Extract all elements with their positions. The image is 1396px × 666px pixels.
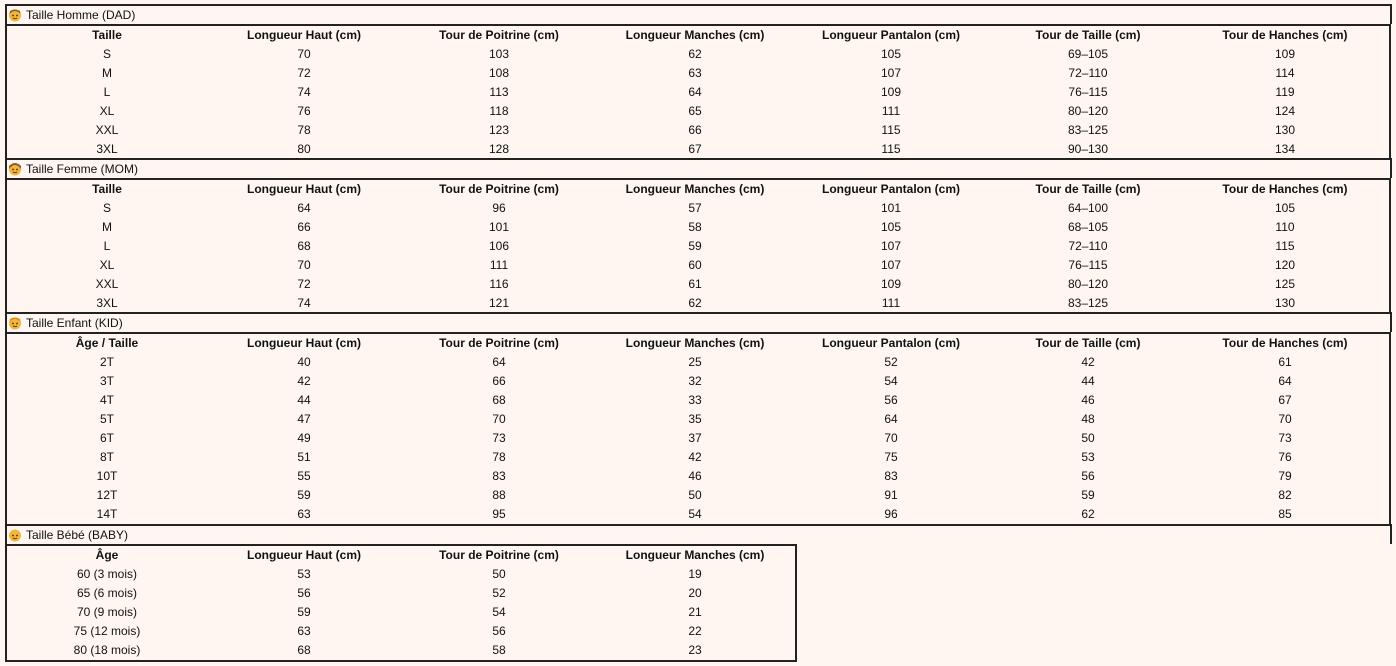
measurement-cell: 46 — [1081, 393, 1095, 407]
measurement-cell: 62 — [688, 47, 702, 61]
measurement-cell: 113 — [489, 85, 509, 99]
measurement-cell: 78 — [492, 450, 506, 464]
column-header: Longueur Haut (cm) — [247, 182, 361, 196]
measurement-cell: 56 — [297, 586, 311, 600]
measurement-cell: 130 — [1274, 296, 1296, 310]
measurement-cell: 134 — [1274, 142, 1296, 156]
measurement-cell: 63 — [688, 66, 702, 80]
measurement-cell: 80 — [297, 142, 311, 156]
size-section — [5, 312, 1392, 526]
measurement-cell: 22 — [688, 624, 702, 638]
measurement-cell: 88 — [492, 488, 506, 502]
table-row — [7, 121, 1389, 140]
table-row — [7, 64, 1389, 83]
measurement-cell: 105 — [880, 220, 902, 234]
table-row — [7, 102, 1389, 121]
measurement-cell: 72 — [297, 66, 311, 80]
measurement-cell: 115 — [1275, 239, 1295, 253]
measurement-cell: 70 — [884, 431, 898, 445]
measurement-cell: 96 — [492, 201, 506, 215]
measurement-cell: 74 — [297, 85, 311, 99]
column-header: Âge / Taille — [75, 336, 139, 350]
table-row — [7, 275, 1389, 294]
baby-emoji-icon — [8, 528, 22, 542]
size-label-cell: M — [102, 220, 112, 234]
measurement-cell: 91 — [884, 488, 898, 502]
measurement-cell: 128 — [488, 142, 510, 156]
measurement-cell: 121 — [488, 296, 510, 310]
measurement-cell: 35 — [688, 412, 702, 426]
measurement-cell: 67 — [1278, 393, 1292, 407]
measurement-cell: 49 — [297, 431, 311, 445]
section-title-text: Taille Homme (DAD) — [26, 8, 136, 22]
measurement-cell: 115 — [881, 123, 901, 137]
measurement-cell: 53 — [297, 567, 311, 581]
table-row — [7, 429, 1389, 448]
measurement-cell: 72–110 — [1068, 239, 1108, 253]
section-title — [5, 312, 1392, 332]
woman-emoji-icon — [8, 162, 22, 176]
measurement-cell: 59 — [688, 239, 702, 253]
measurement-cell: 83–125 — [1067, 123, 1109, 137]
table-header-row — [7, 180, 1389, 199]
measurement-cell: 58 — [492, 643, 506, 657]
measurement-cell: 67 — [688, 142, 702, 156]
measurement-cell: 63 — [297, 624, 311, 638]
measurement-cell: 56 — [492, 624, 506, 638]
table-header-row — [7, 26, 1389, 45]
measurement-cell: 66 — [492, 374, 506, 388]
measurement-cell: 60 — [688, 258, 702, 272]
measurement-cell: 111 — [881, 296, 901, 310]
measurement-cell: 106 — [488, 239, 510, 253]
measurement-cell: 25 — [688, 355, 702, 369]
table-row — [7, 603, 795, 622]
measurement-cell: 101 — [488, 220, 510, 234]
measurement-cell: 42 — [688, 450, 702, 464]
measurement-cell: 85 — [1278, 507, 1292, 521]
column-header: Tour de Taille (cm) — [1035, 182, 1141, 196]
measurement-cell: 114 — [1275, 66, 1295, 80]
size-label-cell: 65 (6 mois) — [76, 586, 138, 600]
measurement-cell: 78 — [297, 123, 311, 137]
size-label-cell: 4T — [99, 393, 114, 407]
measurement-cell: 68 — [492, 393, 506, 407]
measurement-cell: 20 — [688, 586, 702, 600]
measurement-cell: 119 — [1275, 85, 1295, 99]
column-header: Tour de Poitrine (cm) — [439, 182, 559, 196]
table-row — [7, 467, 1389, 486]
measurement-cell: 55 — [297, 469, 311, 483]
size-table — [5, 24, 1391, 161]
column-header: Tour de Taille (cm) — [1035, 336, 1141, 350]
measurement-cell: 50 — [492, 567, 506, 581]
measurement-cell: 62 — [688, 296, 702, 310]
column-header: Tour de Hanches (cm) — [1222, 336, 1348, 350]
size-table — [5, 178, 1391, 315]
measurement-cell: 64 — [1278, 374, 1292, 388]
column-header: Taille — [92, 182, 122, 196]
size-label-cell: 3T — [99, 374, 114, 388]
measurement-cell: 23 — [688, 643, 702, 657]
measurement-cell: 105 — [1274, 201, 1296, 215]
measurement-cell: 61 — [1278, 355, 1292, 369]
size-section — [5, 524, 1392, 662]
measurement-cell: 70 — [297, 47, 311, 61]
measurement-cell: 64 — [297, 201, 311, 215]
measurement-cell: 124 — [1274, 104, 1296, 118]
measurement-cell: 42 — [1081, 355, 1095, 369]
measurement-cell: 83 — [492, 469, 506, 483]
measurement-cell: 130 — [1274, 123, 1296, 137]
size-table — [5, 544, 797, 662]
measurement-cell: 96 — [884, 507, 898, 521]
column-header: Tour de Hanches (cm) — [1222, 28, 1348, 42]
section-title-text: Taille Bébé (BABY) — [26, 528, 129, 542]
measurement-cell: 95 — [492, 507, 506, 521]
measurement-cell: 116 — [489, 277, 509, 291]
measurement-cell: 56 — [884, 393, 898, 407]
size-label-cell: 70 (9 mois) — [76, 605, 138, 619]
measurement-cell: 58 — [688, 220, 702, 234]
measurement-cell: 64–100 — [1067, 201, 1109, 215]
measurement-cell: 44 — [297, 393, 311, 407]
measurement-cell: 75 — [884, 450, 898, 464]
measurement-cell: 48 — [1081, 412, 1095, 426]
measurement-cell: 103 — [488, 47, 510, 61]
table-row — [7, 294, 1389, 313]
table-row — [7, 372, 1389, 391]
column-header: Tour de Hanches (cm) — [1222, 182, 1348, 196]
measurement-cell: 50 — [1081, 431, 1095, 445]
size-label-cell: 14T — [96, 507, 118, 521]
table-row — [7, 486, 1389, 505]
size-label-cell: 60 (3 mois) — [76, 567, 138, 581]
measurement-cell: 83–125 — [1067, 296, 1109, 310]
measurement-cell: 54 — [688, 507, 702, 521]
table-header-row — [7, 546, 795, 565]
section-title-text: Taille Enfant (KID) — [26, 316, 123, 330]
measurement-cell: 80–120 — [1067, 277, 1109, 291]
section-title — [5, 158, 1392, 178]
column-header: Longueur Haut (cm) — [247, 336, 361, 350]
measurement-cell: 109 — [1274, 47, 1296, 61]
table-header-row — [7, 334, 1389, 353]
column-header: Tour de Taille (cm) — [1035, 28, 1141, 42]
section-title — [5, 524, 1392, 544]
measurement-cell: 76 — [1278, 450, 1292, 464]
size-label-cell: M — [102, 66, 112, 80]
measurement-cell: 51 — [297, 450, 311, 464]
size-label-cell: XL — [99, 104, 115, 118]
measurement-cell: 52 — [492, 586, 506, 600]
measurement-cell: 59 — [1081, 488, 1095, 502]
measurement-cell: 70 — [1278, 412, 1292, 426]
table-row — [7, 505, 1389, 524]
measurement-cell: 108 — [488, 66, 510, 80]
measurement-cell: 56 — [1081, 469, 1095, 483]
measurement-cell: 120 — [1274, 258, 1296, 272]
table-row — [7, 410, 1389, 429]
measurement-cell: 109 — [880, 85, 902, 99]
measurement-cell: 64 — [492, 355, 506, 369]
man-emoji-icon — [8, 8, 22, 22]
measurement-cell: 109 — [880, 277, 902, 291]
measurement-cell: 32 — [688, 374, 702, 388]
measurement-cell: 66 — [688, 123, 702, 137]
table-row — [7, 218, 1389, 237]
child-emoji-icon — [8, 316, 22, 330]
table-row — [7, 584, 795, 603]
measurement-cell: 79 — [1278, 469, 1292, 483]
column-header: Longueur Manches (cm) — [625, 336, 765, 350]
measurement-cell: 110 — [1275, 220, 1295, 234]
table-row — [7, 45, 1389, 64]
measurement-cell: 64 — [884, 412, 898, 426]
measurement-cell: 66 — [297, 220, 311, 234]
column-header: Taille — [92, 28, 122, 42]
measurement-cell: 70 — [492, 412, 506, 426]
measurement-cell: 69–105 — [1067, 47, 1109, 61]
measurement-cell: 40 — [297, 355, 311, 369]
column-header: Longueur Pantalon (cm) — [822, 28, 960, 42]
measurement-cell: 68 — [297, 239, 311, 253]
section-title-text: Taille Femme (MOM) — [26, 162, 139, 176]
measurement-cell: 68 — [297, 643, 311, 657]
measurement-cell: 115 — [881, 142, 901, 156]
column-header: Tour de Poitrine (cm) — [439, 336, 559, 350]
table-row — [7, 565, 795, 584]
size-table — [5, 332, 1391, 526]
measurement-cell: 70 — [297, 258, 311, 272]
measurement-cell: 59 — [297, 605, 311, 619]
size-label-cell: L — [103, 239, 111, 253]
table-row — [7, 391, 1389, 410]
measurement-cell: 90–130 — [1067, 142, 1109, 156]
column-header: Longueur Pantalon (cm) — [822, 182, 960, 196]
measurement-cell: 83 — [884, 469, 898, 483]
table-row — [7, 140, 1389, 159]
measurement-cell: 73 — [492, 431, 506, 445]
measurement-cell: 63 — [297, 507, 311, 521]
measurement-cell: 19 — [688, 567, 702, 581]
measurement-cell: 65 — [688, 104, 702, 118]
table-row — [7, 237, 1389, 256]
measurement-cell: 57 — [688, 201, 702, 215]
table-row — [7, 83, 1389, 102]
size-label-cell: XL — [99, 258, 115, 272]
measurement-cell: 42 — [297, 374, 311, 388]
measurement-cell: 50 — [688, 488, 702, 502]
size-label-cell: 6T — [99, 431, 114, 445]
measurement-cell: 107 — [880, 66, 902, 80]
measurement-cell: 52 — [884, 355, 898, 369]
measurement-cell: 54 — [492, 605, 506, 619]
measurement-cell: 73 — [1278, 431, 1292, 445]
table-row — [7, 353, 1389, 372]
measurement-cell: 64 — [688, 85, 702, 99]
measurement-cell: 33 — [688, 393, 702, 407]
column-header: Longueur Pantalon (cm) — [822, 336, 960, 350]
column-header: Tour de Poitrine (cm) — [439, 28, 559, 42]
size-label-cell: 12T — [96, 488, 118, 502]
measurement-cell: 59 — [297, 488, 311, 502]
table-row — [7, 641, 795, 660]
measurement-cell: 123 — [488, 123, 510, 137]
measurement-cell: 47 — [297, 412, 311, 426]
size-label-cell: XXL — [95, 123, 119, 137]
size-label-cell: 2T — [99, 355, 114, 369]
size-label-cell: 10T — [96, 469, 118, 483]
measurement-cell: 72–110 — [1068, 66, 1108, 80]
size-label-cell: 3XL — [96, 142, 118, 156]
measurement-cell: 46 — [688, 469, 702, 483]
measurement-cell: 72 — [297, 277, 311, 291]
measurement-cell: 76–115 — [1068, 85, 1108, 99]
measurement-cell: 101 — [880, 201, 902, 215]
table-row — [7, 448, 1389, 467]
column-header: Tour de Poitrine (cm) — [439, 548, 559, 562]
size-label-cell: 8T — [99, 450, 114, 464]
size-label-cell: 80 (18 mois) — [73, 643, 141, 657]
measurement-cell: 74 — [297, 296, 311, 310]
measurement-cell: 76–115 — [1068, 258, 1108, 272]
measurement-cell: 118 — [489, 104, 509, 118]
measurement-cell: 53 — [1081, 450, 1095, 464]
size-label-cell: L — [103, 85, 111, 99]
measurement-cell: 82 — [1278, 488, 1292, 502]
measurement-cell: 76 — [297, 104, 311, 118]
size-label-cell: S — [102, 201, 111, 215]
size-label-cell: 5T — [99, 412, 114, 426]
measurement-cell: 105 — [880, 47, 902, 61]
size-label-cell: 75 (12 mois) — [73, 624, 141, 638]
measurement-cell: 62 — [1081, 507, 1095, 521]
measurement-cell: 21 — [688, 605, 702, 619]
measurement-cell: 111 — [881, 104, 901, 118]
column-header: Longueur Manches (cm) — [625, 548, 765, 562]
size-section — [5, 158, 1392, 315]
measurement-cell: 54 — [884, 374, 898, 388]
measurement-cell: 111 — [489, 258, 509, 272]
measurement-cell: 61 — [688, 277, 702, 291]
size-label-cell: S — [102, 47, 111, 61]
column-header: Âge — [95, 548, 119, 562]
measurement-cell: 125 — [1274, 277, 1296, 291]
size-label-cell: 3XL — [96, 296, 118, 310]
table-row — [7, 256, 1389, 275]
size-label-cell: XXL — [95, 277, 119, 291]
measurement-cell: 68–105 — [1067, 220, 1109, 234]
measurement-cell: 37 — [688, 431, 702, 445]
column-header: Longueur Manches (cm) — [625, 182, 765, 196]
table-row — [7, 199, 1389, 218]
column-header: Longueur Haut (cm) — [247, 548, 361, 562]
measurement-cell: 44 — [1081, 374, 1095, 388]
table-row — [7, 622, 795, 641]
column-header: Longueur Haut (cm) — [247, 28, 361, 42]
measurement-cell: 107 — [880, 239, 902, 253]
measurement-cell: 80–120 — [1067, 104, 1109, 118]
measurement-cell: 107 — [880, 258, 902, 272]
section-title — [5, 4, 1392, 24]
column-header: Longueur Manches (cm) — [625, 28, 765, 42]
size-section — [5, 4, 1392, 161]
